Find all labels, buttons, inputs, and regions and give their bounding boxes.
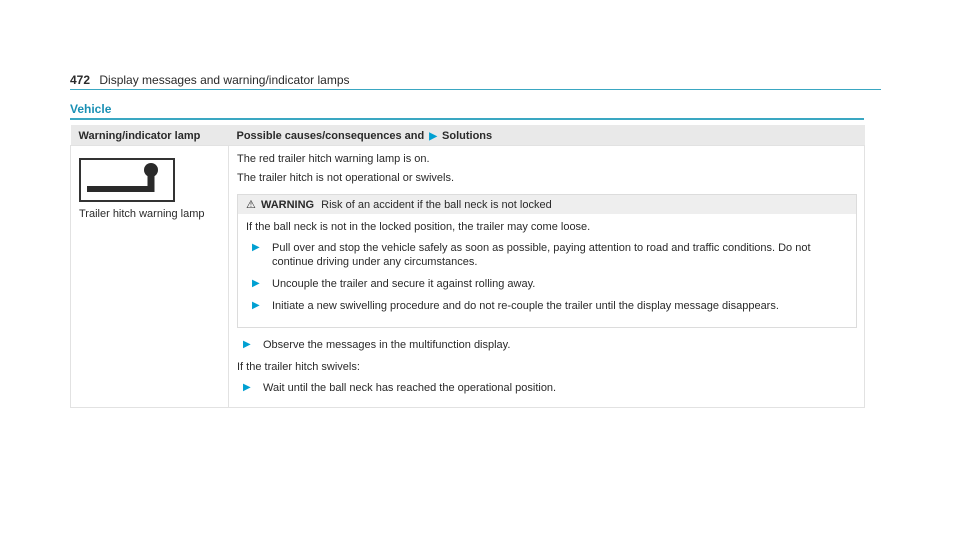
section-divider [70, 118, 864, 120]
wait-text: Wait until the ball neck has reached the operational position. [263, 382, 557, 394]
solutions-cell [229, 146, 865, 408]
arrow-right-icon: ▶ [252, 278, 260, 289]
lamp-cell [71, 146, 229, 408]
arrow-right-icon: ▶ [243, 339, 251, 350]
warning-body [238, 214, 856, 327]
warning-header [238, 195, 856, 214]
warning-box [237, 194, 857, 328]
section-title: Vehicle [70, 102, 112, 116]
warning-title: Risk of an accident if the ball neck is not locked [321, 199, 552, 211]
page-header [70, 73, 350, 87]
observe-text: Observe the messages in the multifunction display. [263, 339, 511, 351]
page-header-title: Display messages and warning/indicator lamps [99, 73, 350, 87]
header-divider [70, 89, 881, 90]
if-swivels-text: If the trailer hitch swivels: [237, 361, 360, 373]
list-item [246, 241, 848, 269]
bullet-text: Uncouple the trailer and secure it against rolling away. [272, 278, 536, 290]
col-header-solutions [229, 125, 865, 146]
arrow-right-icon: ▶ [429, 131, 437, 142]
list-item [237, 338, 864, 352]
warning-triangle-icon: ⚠ [246, 199, 256, 211]
list-item [246, 299, 848, 313]
bullet-text: Pull over and stop the vehicle safely as soon as possible, paying attention to road and traffic conditions. Do not continue driving under any circumstances. [272, 242, 811, 268]
warning-text: If the ball neck is not in the locked position, the trailer may come loose. [246, 221, 591, 233]
col-header-prefix: Possible causes/consequences and [236, 130, 425, 142]
list-item [237, 381, 864, 395]
table-header-row [71, 125, 865, 146]
bullet-text: Initiate a new swivelling procedure and do not re-couple the trailer until the display message disappears. [272, 300, 779, 312]
col-header-suffix: Solutions [442, 130, 493, 142]
warning-label: WARNING [260, 199, 315, 211]
arrow-right-icon: ▶ [243, 382, 251, 393]
lamp-label: Trailer hitch warning lamp [79, 208, 205, 220]
arrow-right-icon: ▶ [252, 300, 260, 311]
table-row [71, 146, 865, 408]
status-line-2: The trailer hitch is not operational or swivels. [237, 172, 455, 184]
page-number: 472 [70, 73, 91, 87]
list-item [246, 277, 848, 291]
warning-lamp-table [70, 125, 865, 408]
col-header-lamp: Warning/indicator lamp [71, 125, 229, 146]
trailer-hitch-icon [79, 158, 175, 202]
status-line-1: The red trailer hitch warning lamp is on. [237, 153, 430, 165]
arrow-right-icon: ▶ [252, 242, 260, 253]
